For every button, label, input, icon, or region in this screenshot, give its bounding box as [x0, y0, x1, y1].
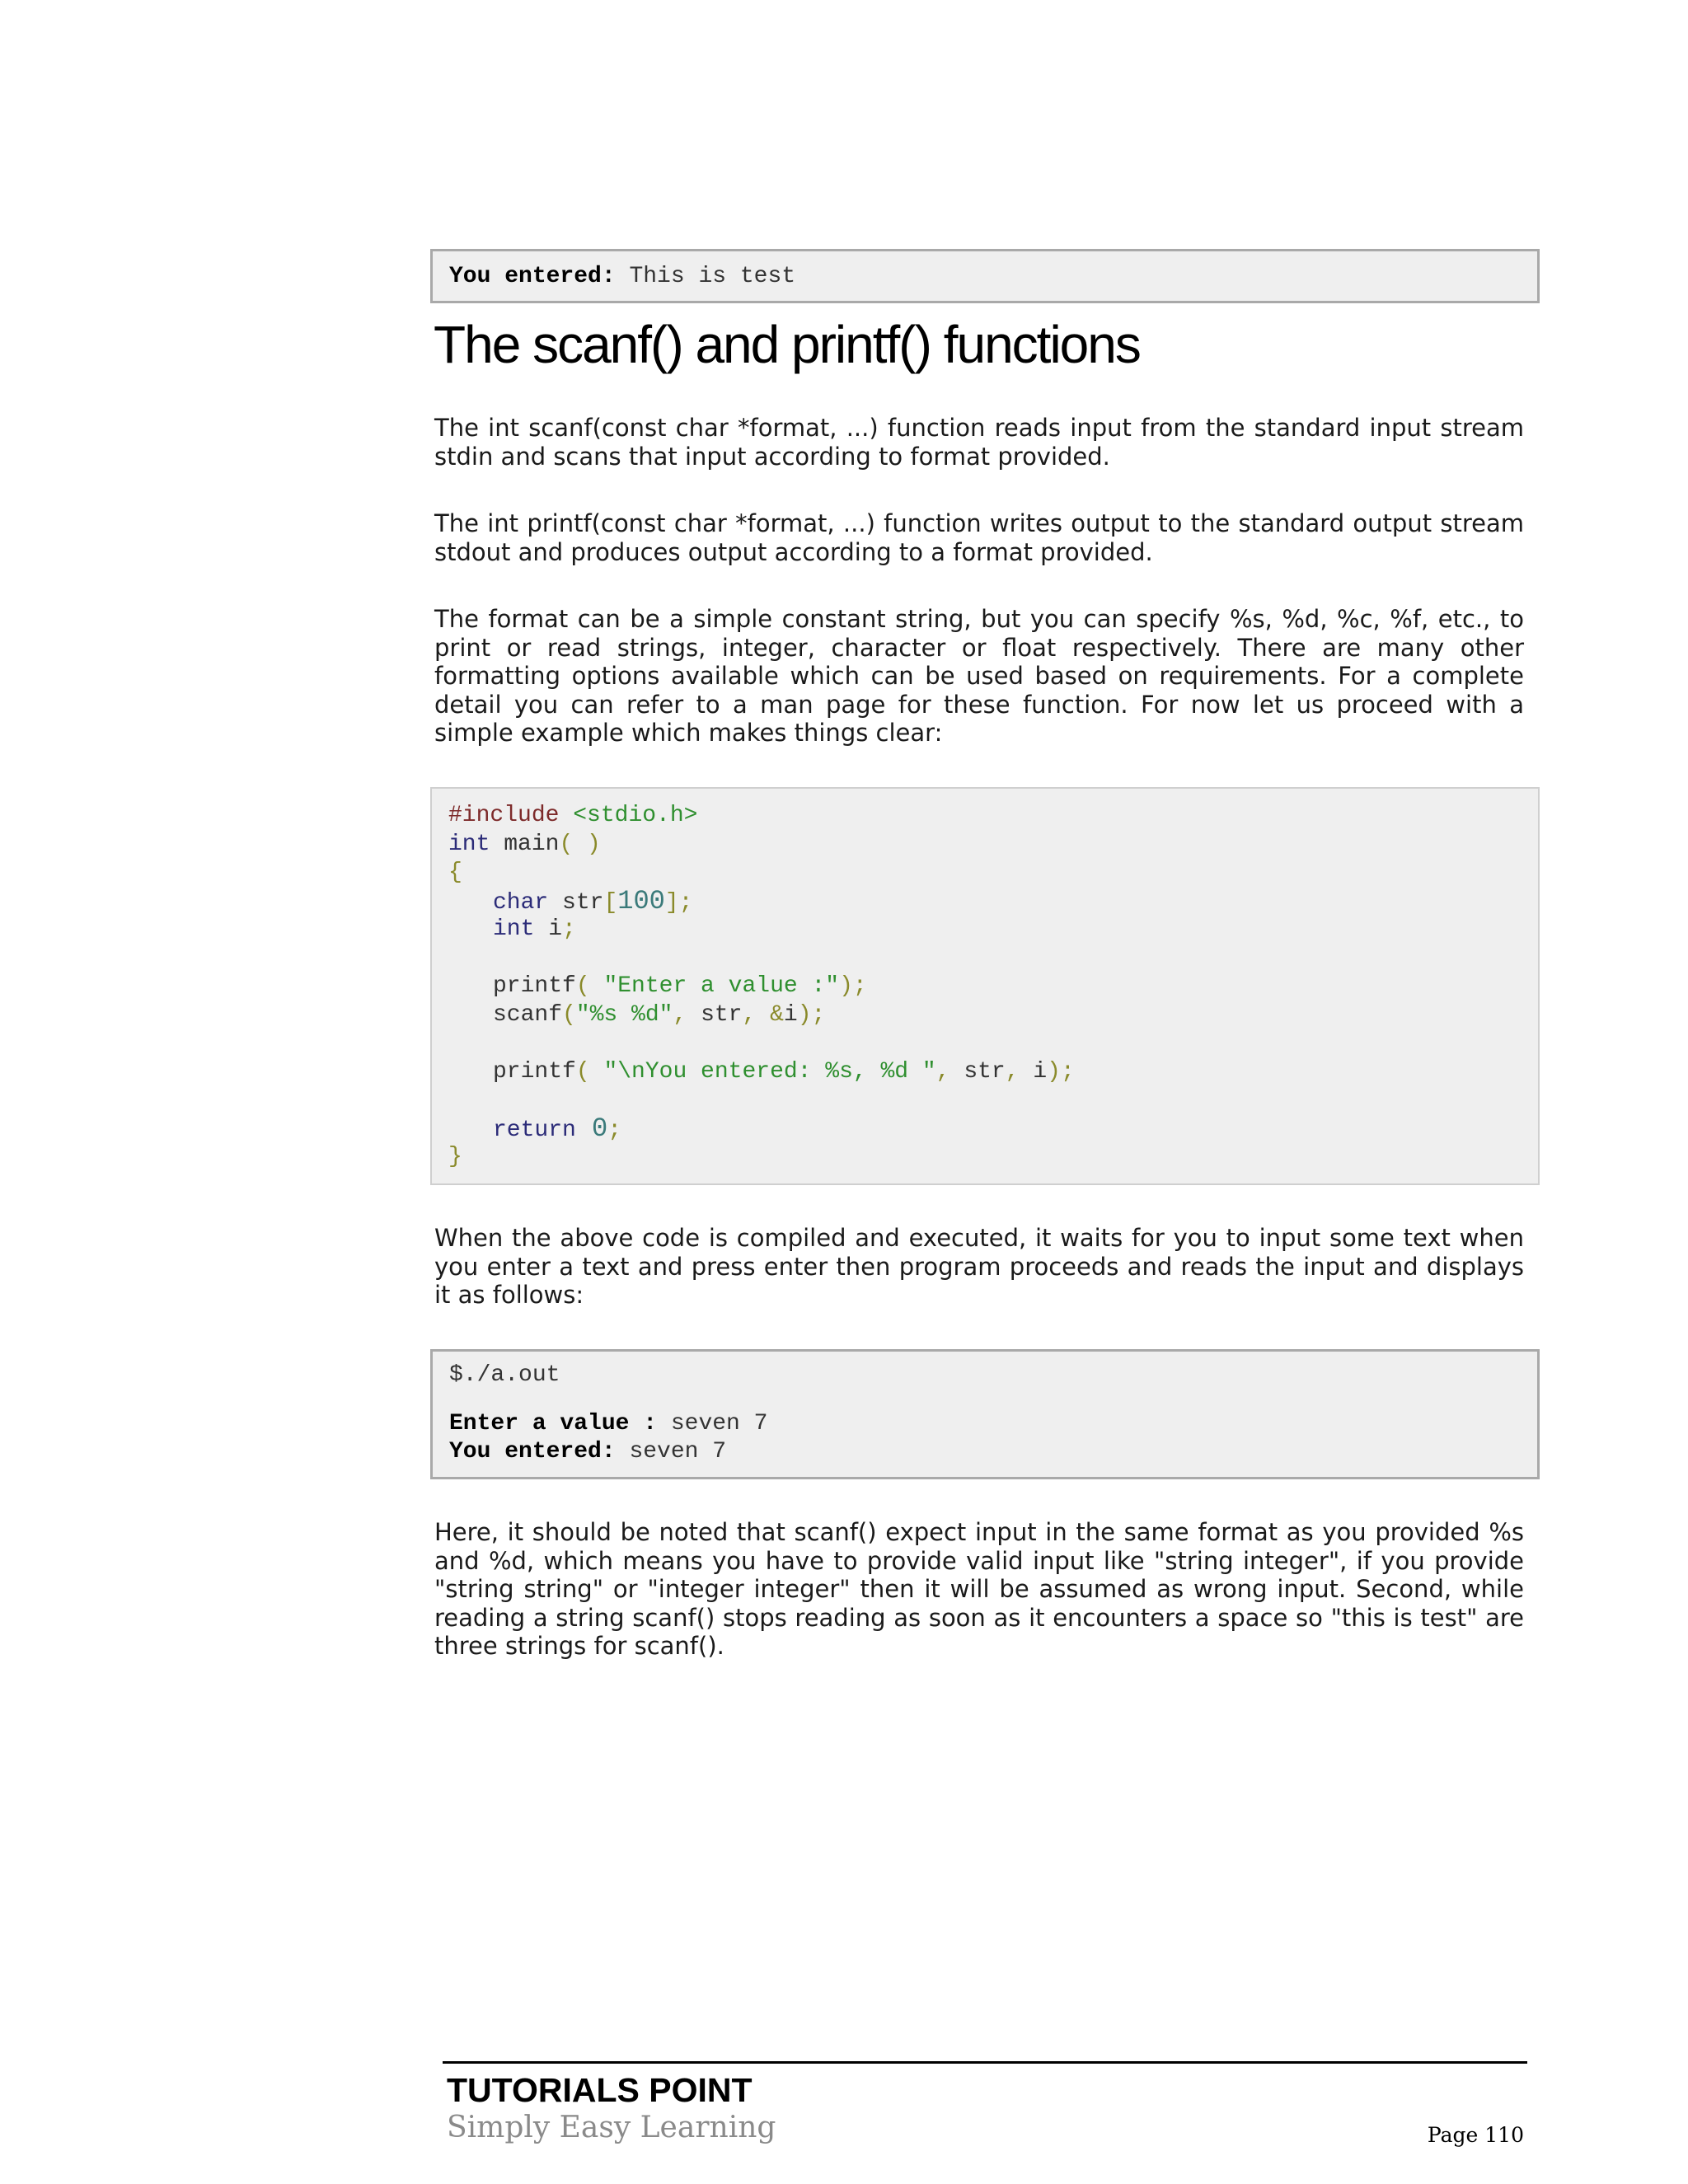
code-line: char str[100];: [493, 885, 693, 916]
code-line: }: [448, 1144, 462, 1169]
output-value: This is test: [615, 264, 796, 289]
code-line-blank: [448, 1029, 1538, 1058]
code-line: int i;: [493, 916, 576, 942]
code-line: int main( ): [448, 831, 601, 857]
output-line-label: You entered:: [449, 1439, 616, 1465]
program-output-box: [430, 1349, 1540, 1479]
paragraph-format: The format can be a simple constant string, but you can specify %s, %d, %c, %f, etc., to print or read strings, integer, character or float respectively. There are many other formatting options available which can be used based on requirements. For a complete detail you can refer to a man page for these function. For now let us proceed with a simple example which makes things clear:: [434, 605, 1524, 747]
code-line: #include <stdio.h>: [448, 803, 698, 828]
previous-output-box: [430, 249, 1540, 303]
paragraph-execution: When the above code is compiled and executed, it waits for you to input some text when you enter a text and press enter then program proceeds and reads the input and displays it as follows:: [434, 1224, 1524, 1309]
output-line-value: seven 7: [657, 1410, 768, 1436]
footer-tagline: Simply Easy Learning: [447, 2111, 776, 2144]
code-line-blank: [448, 1086, 1538, 1115]
footer-rule: [443, 2061, 1527, 2064]
paragraph-notes: Here, it should be noted that scanf() expect input in the same format as you provided %s and %d, which means you have to provide valid input like "string integer", if you provide "string string" or "integer integer" then it will be assumed as wrong input. Second, while reading a string scanf() stops reading as soon as it encounters a space so "this is test" are three strings for scanf().: [434, 1518, 1524, 1660]
output-label: You entered:: [449, 264, 616, 289]
code-line: scanf("%s %d", str, &i);: [493, 1001, 826, 1028]
code-block: [430, 787, 1540, 1185]
code-line-blank: [448, 944, 1538, 973]
code-line: printf( "Enter a value :");: [493, 973, 867, 999]
output-line-value: seven 7: [615, 1439, 727, 1465]
page-heading: The scanf() and printf() functions: [434, 315, 1140, 374]
code-line: return 0;: [493, 1113, 622, 1144]
output-command: $./a.out: [449, 1362, 560, 1388]
footer-brand: TUTORIALS POINT: [447, 2071, 753, 2109]
code-line: {: [448, 860, 462, 885]
code-line: printf( "\nYou entered: %s, %d ", str, i);: [493, 1058, 1075, 1085]
output-line-label: Enter a value :: [449, 1410, 658, 1436]
page-number: Page 110: [1427, 2123, 1524, 2147]
paragraph-scanf: The int scanf(const char *format, ...) function reads input from the standard input stream stdin and scans that input according to format provided.: [434, 414, 1524, 471]
paragraph-printf: The int printf(const char *format, ...) function writes output to the standard output stream stdout and produces output according to a format provided.: [434, 509, 1524, 566]
